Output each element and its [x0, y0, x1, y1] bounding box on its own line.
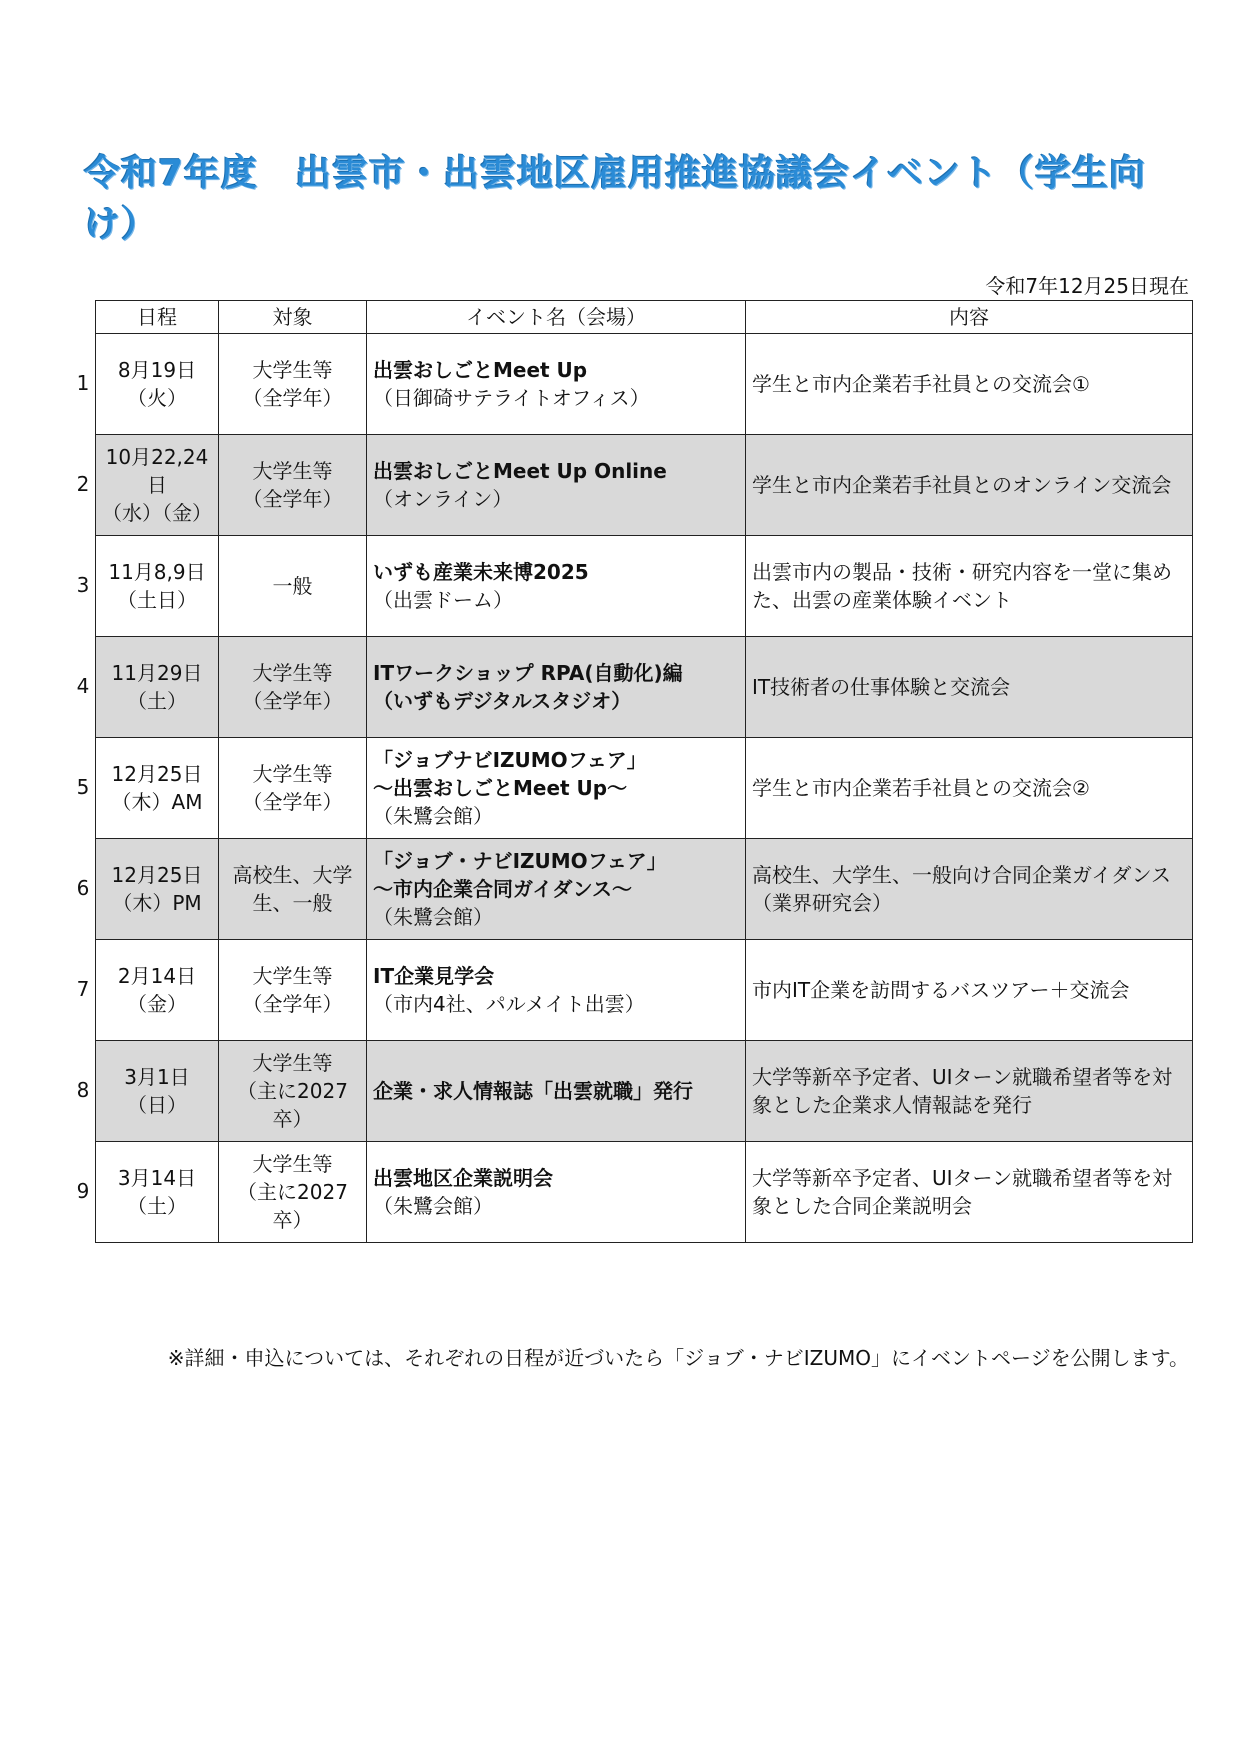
cell-event — [367, 536, 746, 637]
event-name-line: 企業・求人情報誌「出雲就職」発行 — [373, 1079, 693, 1103]
date-line: （土） — [127, 689, 187, 713]
table-row — [96, 1041, 1193, 1142]
target-line: （主に2027卒） — [237, 1079, 348, 1131]
event-name-line: （いずもデジタルスタジオ） — [373, 689, 632, 713]
cell-event — [367, 940, 746, 1041]
date-line: （金） — [127, 992, 187, 1016]
target-line: 大学生等 — [252, 661, 333, 685]
cell-content: 市内IT企業を訪問するバスツアー＋交流会 — [746, 940, 1193, 1041]
date-line: （土） — [127, 1194, 187, 1218]
date-line: 12月25日 — [111, 762, 203, 786]
date-line: 2月14日 — [117, 964, 197, 988]
header-target: 対象 — [219, 301, 367, 334]
target-line: （全学年） — [242, 386, 343, 410]
date-line: （木）AM — [111, 790, 203, 814]
date-line: （土日） — [117, 588, 197, 612]
row-number: 3 — [76, 573, 90, 597]
page-title: 令和7年度 出雲市・出雲地区雇用推進協議会イベント（学生向け） — [84, 153, 1147, 245]
header-content: 内容 — [746, 301, 1193, 334]
table-row — [96, 738, 1193, 839]
target-line: （全学年） — [242, 992, 343, 1016]
table-row — [96, 940, 1193, 1041]
cell-date — [96, 940, 219, 1041]
event-name-line: ～出雲おしごとMeet Up～ — [373, 776, 628, 800]
cell-date — [96, 738, 219, 839]
event-name-line: ～市内企業合同ガイダンス～ — [373, 877, 632, 901]
date-line: 日 — [147, 473, 167, 497]
cell-target — [219, 435, 367, 536]
as-of-date: 令和7年12月25日現在 — [985, 274, 1189, 298]
event-name-line: 出雲おしごとMeet Up Online — [373, 459, 667, 483]
target-line: 一般 — [272, 574, 313, 598]
date-line: 3月1日 — [124, 1065, 190, 1089]
date-line: （水）（金） — [102, 501, 212, 525]
target-line: （全学年） — [242, 790, 343, 814]
target-line: 大学生等 — [252, 459, 333, 483]
event-name-line: 「ジョブ・ナビIZUMOフェア」 — [373, 849, 667, 873]
event-venue-line: （朱鷺会館） — [373, 1194, 493, 1218]
event-name-line: ITワークショップ RPA(自動化)編 — [373, 661, 683, 685]
cell-target — [219, 536, 367, 637]
target-line: 大学生等 — [252, 1051, 333, 1075]
event-venue-line: （オンライン） — [373, 487, 513, 511]
table-row — [96, 1142, 1193, 1243]
row-number: 2 — [76, 472, 90, 496]
date-line: 12月25日 — [111, 863, 203, 887]
cell-event — [367, 1142, 746, 1243]
row-number: 7 — [76, 977, 90, 1001]
target-line: 大学生等 — [252, 964, 333, 988]
target-line: 高校生、大学 — [232, 863, 353, 887]
cell-date — [96, 334, 219, 435]
cell-event — [367, 839, 746, 940]
cell-target — [219, 1041, 367, 1142]
cell-content: 出雲市内の製品・技術・研究内容を一堂に集めた、出雲の産業体験イベント — [746, 536, 1193, 637]
event-name-line: 「ジョブナビIZUMOフェア」 — [373, 748, 647, 772]
row-number: 4 — [76, 674, 90, 698]
event-venue-line: （朱鷺会館） — [373, 905, 493, 929]
date-line: 11月29日 — [111, 661, 203, 685]
cell-content: IT技術者の仕事体験と交流会 — [746, 637, 1193, 738]
date-line: 11月8,9日 — [108, 560, 206, 584]
table-row — [96, 435, 1193, 536]
cell-date — [96, 536, 219, 637]
cell-date — [96, 435, 219, 536]
event-name-line: いずも産業未来博2025 — [373, 560, 589, 584]
cell-content: 大学等新卒予定者、UIターン就職希望者等を対象とした合同企業説明会 — [746, 1142, 1193, 1243]
cell-date — [96, 1142, 219, 1243]
header-event: イベント名（会場） — [367, 301, 746, 334]
cell-event — [367, 334, 746, 435]
row-number: 8 — [76, 1078, 90, 1102]
cell-event — [367, 1041, 746, 1142]
cell-event — [367, 435, 746, 536]
row-number: 6 — [76, 876, 90, 900]
target-line: （全学年） — [242, 487, 343, 511]
cell-target — [219, 738, 367, 839]
cell-content: 学生と市内企業若手社員との交流会① — [746, 334, 1193, 435]
row-number: 9 — [76, 1179, 90, 1203]
cell-target — [219, 940, 367, 1041]
date-line: （日） — [127, 1093, 187, 1117]
row-number: 5 — [76, 775, 90, 799]
event-name-line: IT企業見学会 — [373, 964, 495, 988]
table-row — [96, 839, 1193, 940]
table-row — [96, 637, 1193, 738]
date-line: 10月22,24 — [105, 445, 209, 469]
cell-content: 学生と市内企業若手社員とのオンライン交流会 — [746, 435, 1193, 536]
cell-target — [219, 334, 367, 435]
row-number: 1 — [76, 371, 90, 395]
table-row — [96, 536, 1193, 637]
cell-date — [96, 1041, 219, 1142]
cell-target — [219, 637, 367, 738]
header-date: 日程 — [96, 301, 219, 334]
target-line: 大学生等 — [252, 762, 333, 786]
event-venue-line: （朱鷺会館） — [373, 804, 493, 828]
target-line: 大学生等 — [252, 1152, 333, 1176]
cell-content: 大学等新卒予定者、UIターン就職希望者等を対象とした企業求人情報誌を発行 — [746, 1041, 1193, 1142]
footnote: ※詳細・申込については、それぞれの日程が近づいたら「ジョブ・ナビIZUMO」にイベントページを公開します。 — [167, 1346, 1189, 1370]
event-table — [95, 300, 1193, 1243]
target-line: 生、一般 — [252, 891, 333, 915]
cell-event — [367, 738, 746, 839]
cell-event — [367, 637, 746, 738]
target-line: （主に2027卒） — [237, 1180, 348, 1232]
cell-target — [219, 1142, 367, 1243]
date-line: （火） — [127, 386, 187, 410]
target-line: 大学生等 — [252, 358, 333, 382]
date-line: （木）PM — [112, 891, 202, 915]
date-line: 8月19日 — [117, 358, 197, 382]
event-name-line: 出雲おしごとMeet Up — [373, 358, 588, 382]
date-line: 3月14日 — [117, 1166, 197, 1190]
cell-content: 高校生、大学生、一般向け合同企業ガイダンス（業界研究会） — [746, 839, 1193, 940]
table-header-row — [96, 301, 1193, 334]
event-venue-line: （日御碕サテライトオフィス） — [373, 386, 650, 410]
event-venue-line: （市内4社、パルメイト出雲） — [373, 992, 645, 1016]
table-row — [96, 334, 1193, 435]
cell-date — [96, 839, 219, 940]
cell-date — [96, 637, 219, 738]
cell-target — [219, 839, 367, 940]
cell-content: 学生と市内企業若手社員との交流会② — [746, 738, 1193, 839]
event-name-line: 出雲地区企業説明会 — [373, 1166, 553, 1190]
event-venue-line: （出雲ドーム） — [373, 588, 513, 612]
target-line: （全学年） — [242, 689, 343, 713]
